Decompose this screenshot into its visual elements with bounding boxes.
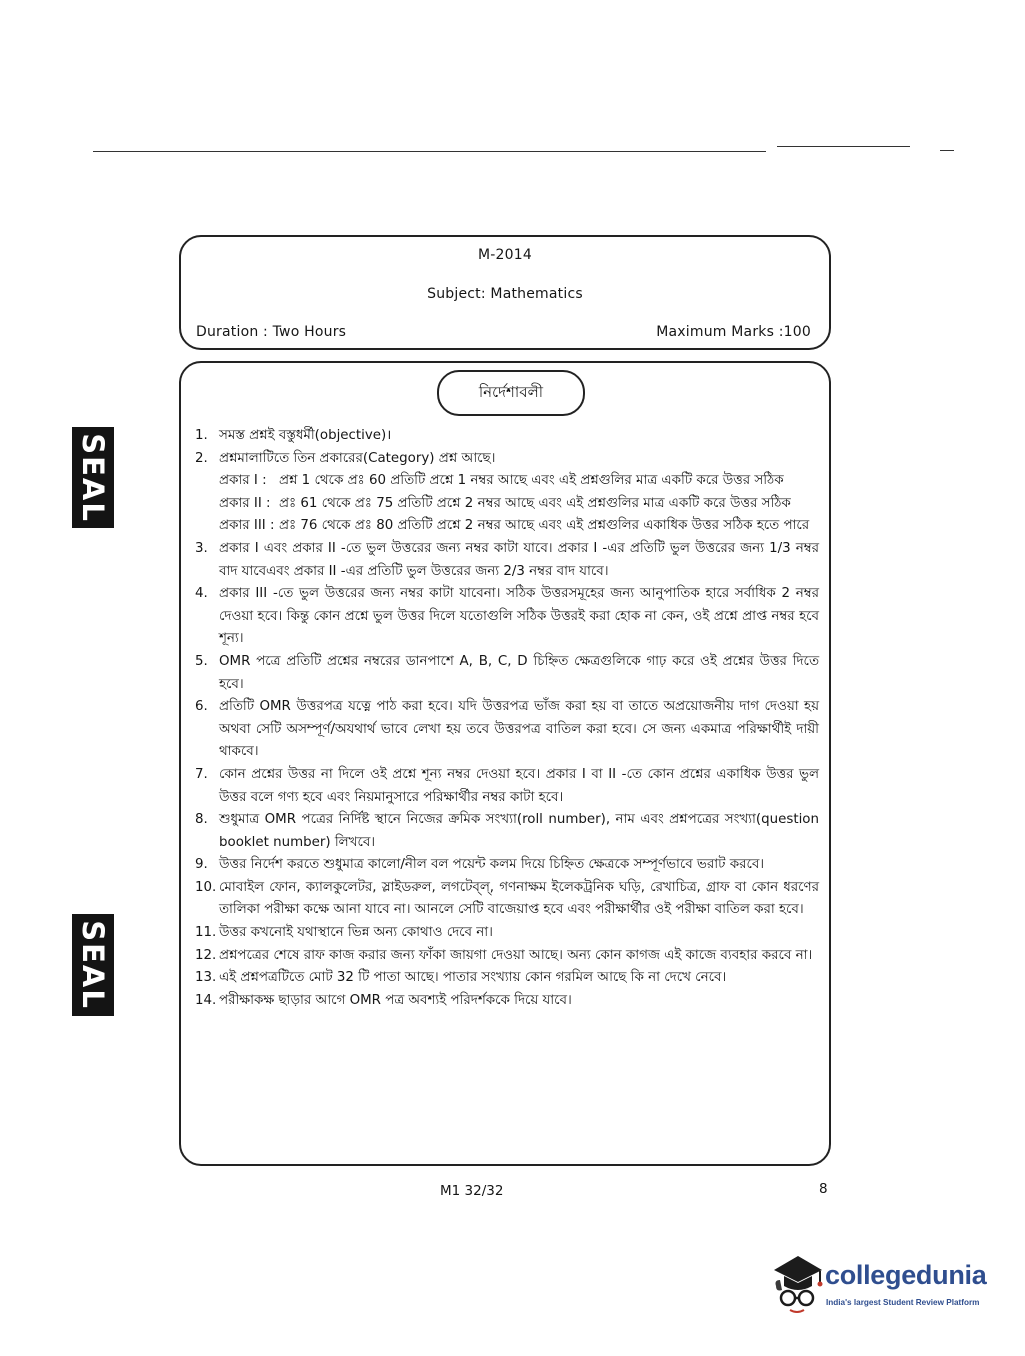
category-type: প্রকার III : <box>219 518 275 534</box>
instruction-item <box>195 854 819 877</box>
item-number: 11. <box>195 925 217 941</box>
logo-wordmark: collegedunia <box>825 1260 987 1290</box>
item-text: প্রশ্নপত্রের শেষে রাফ কাজ করার জন্য ফাঁকা জায়গা দেওয়া আছে। অন্য কোন কাগজ এই কাজে ব্যবহার করবে না। <box>219 947 813 963</box>
instruction-item <box>195 990 819 1013</box>
top-rule-right <box>777 146 910 147</box>
item-number: 5. <box>195 653 208 669</box>
instruction-item <box>195 425 819 448</box>
top-rule-dash <box>940 150 954 151</box>
item-number: 3. <box>195 540 208 556</box>
item-text: উত্তর নির্দেশ করতে শুধুমাত্র কালো/নীল বল পয়েন্ট কলম দিয়ে চিহ্নিত ক্ষেত্রকে সম্পূর্ণভাবে ভরাট করবে। <box>219 857 765 873</box>
item-text: শুধুমাত্র OMR পত্রের নির্দিষ্ট স্থানে নিজের ক্রমিক সংখ্যা(roll number), নাম এবং প্রশ্নপত্রের সংখ্যা(question booklet number) লিখবে। <box>219 812 819 850</box>
item-number: 4. <box>195 586 208 602</box>
seal-label: SEAL <box>76 432 110 523</box>
instruction-item <box>195 945 819 968</box>
item-text: প্রকার I এবং প্রকার II -তে ভুল উত্তরের জন্য নম্বর কাটা যাবে। প্রকার I -এর প্রতিটি ভুল উত্তরের জন্য 1/3 নম্বর বাদ যাবেএবং প্রকার II -এর প্রতিটি ভুল উত্তরের জন্য 2/3 নম্বর বাদ যাবে। <box>219 540 819 579</box>
item-text: পরীক্ষাকক্ষ ছাড়ার আগে OMR পত্র অবশ্যই পরিদর্শককে দিয়ে যাবে। <box>219 992 572 1008</box>
item-number: 6. <box>195 699 208 715</box>
instruction-item <box>195 448 819 538</box>
student-mascot-icon <box>768 1250 824 1318</box>
item-text: সমস্ত প্রশ্নই বস্তুধর্মী(objective)। <box>219 428 392 443</box>
item-text: উত্তর কখনোই যথাস্থানে ভিন্ন অন্য কোথাও দেবে না। <box>219 925 493 941</box>
category-item <box>219 493 819 516</box>
item-text: প্রতিটি OMR উত্তরপত্র যত্নে পাঠ করা হবে। যদি উত্তরপত্র ভাঁজ করা হয় বা তাতে অপ্রয়োজনীয় দাগ দেওয়া হয় অথবা সেটি অসম্পূর্ণ/অযথার্থ ভাবে লেখা হয় তবে উত্তরপত্র বাতিল করা হবে। সে জন্য একমাত্র পরিক্ষার্থীই দায়ী থাকবে। <box>219 699 819 760</box>
instruction-item <box>195 696 819 764</box>
exam-max-marks: Maximum Marks :100 <box>656 324 811 340</box>
item-number: 9. <box>195 857 208 873</box>
page-number: M1 32/32 <box>440 1183 504 1199</box>
item-number: 8. <box>195 812 208 828</box>
instruction-item <box>195 922 819 945</box>
item-number: 2. <box>195 450 208 466</box>
instruction-item <box>195 809 819 854</box>
item-number: 14. <box>195 992 217 1008</box>
category-text: প্রঃ 76 থেকে প্রঃ 80 প্রতিটি প্রশ্নে 2 নম্বর আছে এবং এই প্রশ্নগুলির একাধিক উত্তর সঠিক হতে পারে <box>279 518 810 534</box>
seal-mark-bottom <box>72 914 114 1016</box>
item-text: প্রশ্নমালাটিতে তিন প্রকারের(Category) প্রশ্ন আছে। <box>219 450 496 466</box>
instructions-box <box>179 361 831 1166</box>
collegedunia-logo[interactable] <box>768 1248 998 1320</box>
exam-code: M-2014 <box>478 247 532 263</box>
instruction-item <box>195 651 819 696</box>
exam-header-box <box>179 235 831 350</box>
item-text: কোন প্রশ্নের উত্তর না দিলে ওই প্রশ্নে শূন্য নম্বর দেওয়া হবে। প্রকার I বা II -তে কোন প্রশ্নের একাধিক উত্তর ভুল উত্তর বলে গণ্য হবে এবং নিয়মানুসারে পরিক্ষার্থীর নম্বর কাটা হবে। <box>219 766 819 805</box>
item-number: 7. <box>195 766 208 782</box>
item-text: প্রকার III -তে ভুল উত্তরের জন্য নম্বর কাটা যাবেনা। সঠিক উত্তরসমূহের জন্য আনুপাতিক হারে সর্বাধিক 2 নম্বর দেওয়া হবে। কিন্তু কোন প্রশ্নে ভুল উত্তর দিলে যতোগুলি সঠিক উত্তরই করা হোক না কেন, ওই প্রশ্নে প্রাপ্ত নম্বর হবে শূন্য। <box>219 586 819 647</box>
exam-subject: Subject: Mathematics <box>427 286 583 302</box>
instruction-item <box>195 764 819 809</box>
category-item <box>219 515 819 538</box>
instruction-item <box>195 967 819 990</box>
instruction-item <box>195 877 819 922</box>
category-text: প্রঃ 61 থেকে প্রঃ 75 প্রতিটি প্রশ্নে 2 নম্বর আছে এবং এই প্রশ্নগুলির মাত্র একটি করে উত্তর সঠিক <box>279 495 791 511</box>
instructions-title: নির্দেশাবলী <box>437 370 585 416</box>
item-number: 1. <box>195 428 208 443</box>
side-number: 8 <box>819 1181 828 1197</box>
item-text: এই প্রশ্নপত্রটিতে মোট 32 টি পাতা আছে। পাতার সংখ্যায় কোন গরমিল আছে কি না দেখে নেবে। <box>219 970 727 986</box>
logo-tagline: India's largest Student Review Platform <box>826 1298 980 1307</box>
category-text: প্রশ্ন 1 থেকে প্রঃ 60 প্রতিটি প্রশ্নে 1 নম্বর আছে এবং এই প্রশ্নগুলির মাত্র একটি করে উত্তর সঠিক <box>279 473 784 489</box>
category-type: প্রকার I : <box>219 473 267 489</box>
top-rule-left <box>93 151 766 152</box>
instructions-list <box>195 425 819 1012</box>
item-text: মোবাইল ফোন, ক্যালকুলেটর, স্লাইডরুল, লগটেব্‌ল্‌, গণনাক্ষম ইলেকট্রনিক ঘড়ি, রেখাচিত্র, গ্রাফ বা কোন ধরণের তালিকা পরীক্ষা কক্ষে আনা যাবে না। আনলে সেটি বাজেয়াপ্ত হবে এবং পরীক্ষার্থীর ওই পরীক্ষা বাতিল করা হবে। <box>219 879 819 918</box>
seal-label: SEAL <box>76 920 110 1010</box>
item-text: OMR পত্রে প্রতিটি প্রশ্নের নম্বরের ডানপাশে A, B, C, D চিহ্নিত ক্ষেত্রগুলিকে গাঢ় করে ওই প্রশ্নের উত্তর দিতে হবে। <box>219 653 819 692</box>
instruction-item <box>195 583 819 651</box>
seal-mark-top <box>72 427 114 528</box>
exam-duration: Duration : Two Hours <box>196 324 347 340</box>
item-number: 12. <box>195 947 217 963</box>
instruction-item <box>195 538 819 583</box>
item-number: 13. <box>195 970 217 986</box>
category-item <box>219 470 819 493</box>
category-type: প্রকার II : <box>219 495 271 511</box>
item-number: 10. <box>195 879 217 895</box>
